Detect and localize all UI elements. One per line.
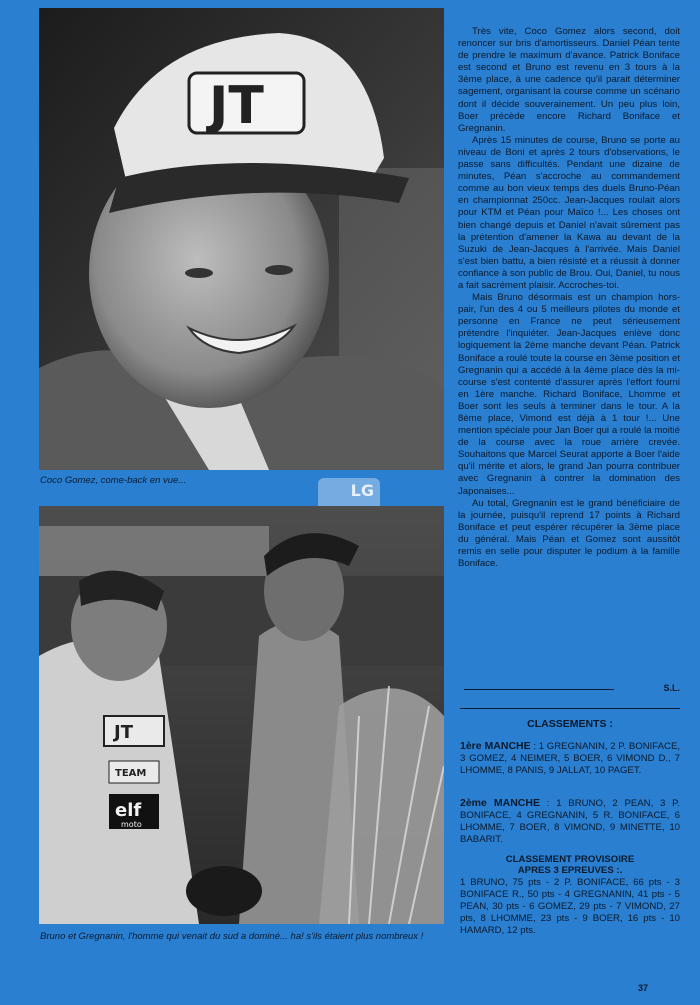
provisional-heading-line-1: CLASSEMENT PROVISOIRE bbox=[505, 854, 635, 865]
race-2-results: : 1 BRUNO, 2 PEAN, 3 P. BONIFACE, 4 GREGNANIN, 5 R. BONIFACE, 6 LHOMME, 7 BOER, 8 VIMOND, 9 MINETTE, 10 BABARIT. bbox=[460, 798, 680, 846]
article-signature bbox=[460, 683, 680, 695]
results-race-1 bbox=[460, 740, 680, 777]
race-1-label: 1ère MANCHE bbox=[460, 740, 531, 752]
photo-caption-top: Coco Gomez, come-back en vue... bbox=[40, 475, 187, 486]
article-column bbox=[458, 26, 680, 570]
page-number: 37 bbox=[638, 983, 649, 993]
suit-elf-logo: elf bbox=[115, 800, 142, 821]
signature-text: S.L. bbox=[663, 683, 680, 693]
photo-coco-gomez bbox=[39, 8, 444, 470]
provisional-standings: 1 BRUNO, 75 pts - 2 P. BONIFACE, 66 pts - 3 BONIFACE R., 50 pts - 4 GREGNANIN, 41 pts - 5 PEAN, 30 pts - 6 GOMEZ, 29 pts - 7 VIMOND, 27 pts, 8 LHOMME, 23 pts - 9 BOER, 16 pts - 10 HAMARD, 12 pts. bbox=[460, 877, 680, 937]
provisional-heading-line-2: APRES 3 EPREUVES :. bbox=[517, 865, 623, 876]
article-paragraph-2: Après 15 minutes de course, Bruno se porte au niveau de Boni et après 2 tours d'observations, le passe sans difficultés. Pendant une dizaine de minutes, Péan s'accroche au commandement comme au bon vieux temps des duels Bruno-Péan en championnat 250cc. Jean-Jacques roulait alors pour KTM et Péan pour Maïco !... Les choses ont bien changé depuis et Daniel n'avait sûrement pas la prétention d'amener la Kawa au devant de la Suzuki de Jean-Jacques à l'arrivée. Mais Daniel s'est bien battu, a bien résisté et a réussit à donner confiance à son public de Brou. Oui, Daniel, tu nous a fait sacrément plaisir. Accroches-toi. bbox=[458, 134, 680, 291]
results-heading: CLASSEMENTS : bbox=[460, 708, 680, 730]
race-1-results: : 1 GREGNANIN, 2 P. BONIFACE, 3 GOMEZ, 4 NEIMER, 5 BOER, 6 VIMOND D., 7 LHOMME, 8 PANIS, 9 JALLAT, 10 PAGET. bbox=[460, 741, 681, 777]
cap-logo: JT bbox=[209, 76, 264, 136]
provisional-heading bbox=[460, 854, 680, 876]
photo-coco-gomez-image bbox=[39, 8, 444, 470]
article-paragraph-4: Au total, Gregnanin est le grand bénéficiaire de la journée, puisqu'il reprend 17 points à Richard Boniface et peut espérer récupérer la 3ème place du général. Mais Péan et Gomez sont aussitôt remis en selle pour disputer le podium à la famille Boniface. bbox=[458, 497, 680, 570]
results-race-2 bbox=[460, 797, 680, 846]
suit-badge: JT bbox=[114, 722, 133, 743]
article-paragraph-3: Mais Bruno désormais est un champion hors-pair, l'un des 4 ou 5 meilleurs pilotes du monde et personne en France ne peut sérieusement prétendre l'inquiéter. Jean-Jacques enlève donc logiquement la 2ème manche devant Péan. Patrick Boniface a roulé toute la course en 3ème position et Gregnanin qui a accédé à la 4ème place dès la mi-course s'est contenté d'assurer après l'effort fourni en 1ère manche. Richard Boniface, Lhomme et Boer sont les seuls à terminer dans le tour. A la 8ème place, Vimond est déjà à 1 tour !... Une mention spéciale pour Jan Boer qui a roulé la moitié de la course avec la roue arrière crevée. Souhaitons que Marcel Seurat apporte à Boer l'aide qu'il mérite et alors, le grand Jan pourra contribuer avec Gregnanin à contrer la domination des Japonaises... bbox=[458, 292, 680, 497]
suit-team-text: TEAM bbox=[115, 768, 147, 779]
race-2-label: 2ème MANCHE bbox=[460, 797, 540, 809]
photo-caption-bottom: Bruno et Gregnanin, l'homme qui venait du sud a dominé... ha! s'ils étaient plus nombreux ! bbox=[40, 931, 424, 942]
photo-bruno-gregnanin bbox=[39, 506, 444, 924]
article-paragraph-1: Très vite, Coco Gomez alors second, doit renoncer sur bris d'amortisseurs. Daniel Péan tente de prendre le maximum d'avance. Patrick Boniface est second et Bruno est revenu en 3 tours à la 3ème place, à une cadence qu'il parait déterminer sagement, organisant la course comme un scénario dont il décide souverainement. Un peu plus loin, Boer précède encore Richard Boniface et Gregnanin. bbox=[458, 26, 680, 134]
signature-rule bbox=[464, 689, 614, 690]
photo-bruno-gregnanin-image bbox=[39, 506, 444, 924]
watermark-text: LG bbox=[350, 481, 374, 500]
suit-moto-text: moto bbox=[121, 820, 142, 829]
